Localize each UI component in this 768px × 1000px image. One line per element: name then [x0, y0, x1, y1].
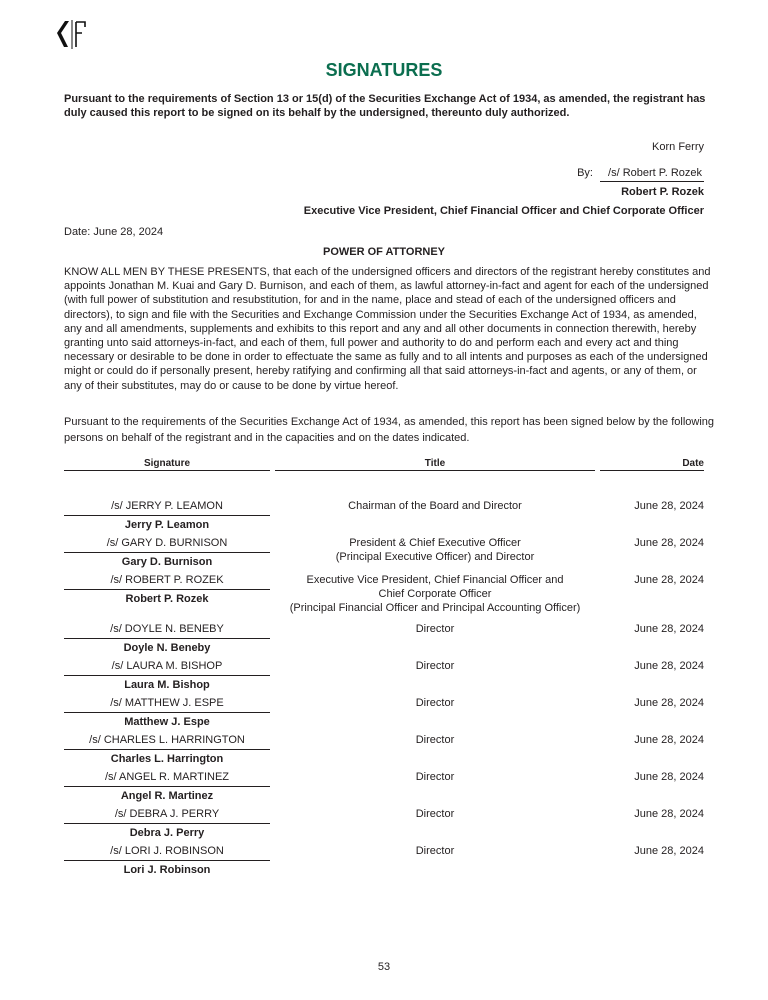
signature: /s/ DEBRA J. PERRY	[64, 805, 270, 824]
table-row	[64, 657, 704, 694]
title-line: Chief Corporate Officer	[378, 588, 492, 600]
signature: /s/ LAURA M. BISHOP	[64, 657, 270, 676]
title-line: Director	[415, 845, 455, 857]
signer-printed-name: Debra J. Perry	[129, 827, 205, 839]
poa-paragraph: KNOW ALL MEN BY THESE PRESENTS, that each of the undersigned officers and directors of the registrant hereby constitutes and appoints Jonathan M. Kuai and Gary D. Burnison, and each of them, as lawful attorney-in-fact and agent for each of the undersigned (with full power of substitution and resubstitution, for and in the name, place and stead of each of the undersigned officers and directors), to sign and file with the Securities and Exchange Commission under the Securities Exchange Act of 1934, as amended, any and all amendments, supplements and exhibits to this report and any and all other documents in connection therewith, hereby granting unto said attorneys-in-fact, and each of them, full power and authority to do and perform each and every act and thing necessary or desirable to be done in order to effectuate the same as fully and to all intents and purposes as each of the undersigned might or could do if personally present, hereby ratifying and confirming all that said attorneys-in-fact and agents, or any of them, or any of their substitutes, may do or cause to be done by virtue hereof.	[64, 266, 711, 392]
title-line: Director	[415, 771, 455, 783]
signer-printed-name: Robert P. Rozek	[125, 593, 209, 605]
signer-title-cell	[275, 571, 595, 615]
signed-date: June 28, 2024	[634, 623, 704, 635]
signer-title-cell	[275, 694, 595, 710]
page-number: 53	[377, 961, 391, 973]
title-line: Director	[415, 808, 455, 820]
signature: /s/ GARY D. BURNISON	[64, 534, 270, 553]
title-line: President & Chief Executive Officer	[349, 537, 521, 549]
signature: /s/ MATTHEW J. ESPE	[64, 694, 270, 713]
signer-printed-name: Doyle N. Beneby	[123, 642, 211, 654]
title-line: Director	[415, 623, 455, 635]
signed-date: June 28, 2024	[634, 537, 704, 549]
signed-date: June 28, 2024	[634, 500, 704, 512]
signed-date: June 28, 2024	[634, 771, 704, 783]
signer-printed-name: Angel R. Martinez	[120, 790, 214, 802]
table-row	[64, 768, 704, 805]
signer-title-cell	[275, 657, 595, 673]
signed-date: June 28, 2024	[634, 660, 704, 672]
signature: /s/ CHARLES L. HARRINGTON	[64, 731, 270, 750]
table-row	[64, 534, 704, 571]
header-date: Date	[600, 457, 704, 471]
signer-title-cell	[275, 842, 595, 858]
signed-date: June 28, 2024	[634, 574, 704, 586]
signer-printed-name: Laura M. Bishop	[124, 679, 210, 691]
signer-title-cell	[275, 497, 595, 513]
signer-printed-name: Jerry P. Leamon	[124, 519, 210, 531]
signer-title-cell	[275, 731, 595, 747]
title-line: Director	[415, 660, 455, 672]
signed-date: June 28, 2024	[634, 808, 704, 820]
signer-title-cell	[275, 805, 595, 821]
by-signature: /s/ Robert P. Rozek	[600, 166, 704, 182]
table-row	[64, 620, 704, 657]
signer-title-cell	[275, 768, 595, 784]
signed-date: June 28, 2024	[634, 734, 704, 746]
signer-printed-name: Lori J. Robinson	[123, 864, 211, 876]
header-signature: Signature	[64, 457, 270, 471]
signer-title-cell	[275, 534, 595, 564]
table-row	[64, 805, 704, 842]
by-line	[577, 166, 704, 182]
title-line: Executive Vice President, Chief Financial Officer and	[306, 574, 564, 586]
signer-printed-name: Matthew J. Espe	[124, 716, 210, 728]
table-row	[64, 842, 704, 879]
by-label: By:	[577, 167, 593, 179]
title-line: Chairman of the Board and Director	[348, 500, 522, 512]
table-row	[64, 694, 704, 731]
table-row	[64, 497, 704, 534]
signature: /s/ LORI J. ROBINSON	[64, 842, 270, 861]
signature: /s/ ROBERT P. ROZEK	[64, 571, 270, 590]
intro-paragraph: Pursuant to the requirements of Section 13 or 15(d) of the Securities Exchange Act of 1934, as amended, the registrant has duly caused this report to be signed on its behalf by the undersigned, thereunto duly authorized.	[64, 93, 706, 119]
poa-heading: POWER OF ATTORNEY	[322, 246, 446, 258]
signature: /s/ DOYLE N. BENEBY	[64, 620, 270, 639]
table-row	[64, 571, 704, 620]
signer-printed-name: Charles L. Harrington	[110, 753, 224, 765]
pursuant-paragraph: Pursuant to the requirements of the Securities Exchange Act of 1934, as amended, this report has been signed below by the following persons on behalf of the registrant and in the capacities and on the dates indicated.	[64, 416, 715, 444]
signer-title: Executive Vice President, Chief Financial Officer and Chief Corporate Officer	[303, 205, 704, 217]
title-line: (Principal Executive Officer) and Director	[335, 551, 535, 563]
header-title: Title	[275, 457, 595, 471]
signature: /s/ JERRY P. LEAMON	[64, 497, 270, 516]
table-header	[64, 457, 704, 471]
signer-title-cell	[275, 620, 595, 636]
signature: /s/ ANGEL R. MARTINEZ	[64, 768, 270, 787]
page-title: SIGNATURES	[325, 60, 443, 80]
title-line: (Principal Financial Officer and Principal Accounting Officer)	[289, 602, 581, 614]
table-row	[64, 731, 704, 768]
signed-date: June 28, 2024	[634, 697, 704, 709]
signature-table	[64, 457, 704, 879]
signer-printed-name: Gary D. Burnison	[121, 556, 213, 568]
title-line: Director	[415, 734, 455, 746]
korn-ferry-logo	[55, 18, 91, 50]
company-name: Korn Ferry	[652, 141, 704, 153]
date-line: Date: June 28, 2024	[64, 226, 164, 238]
signed-date: June 28, 2024	[634, 845, 704, 857]
title-line: Director	[415, 697, 455, 709]
signer-name: Robert P. Rozek	[621, 186, 704, 198]
